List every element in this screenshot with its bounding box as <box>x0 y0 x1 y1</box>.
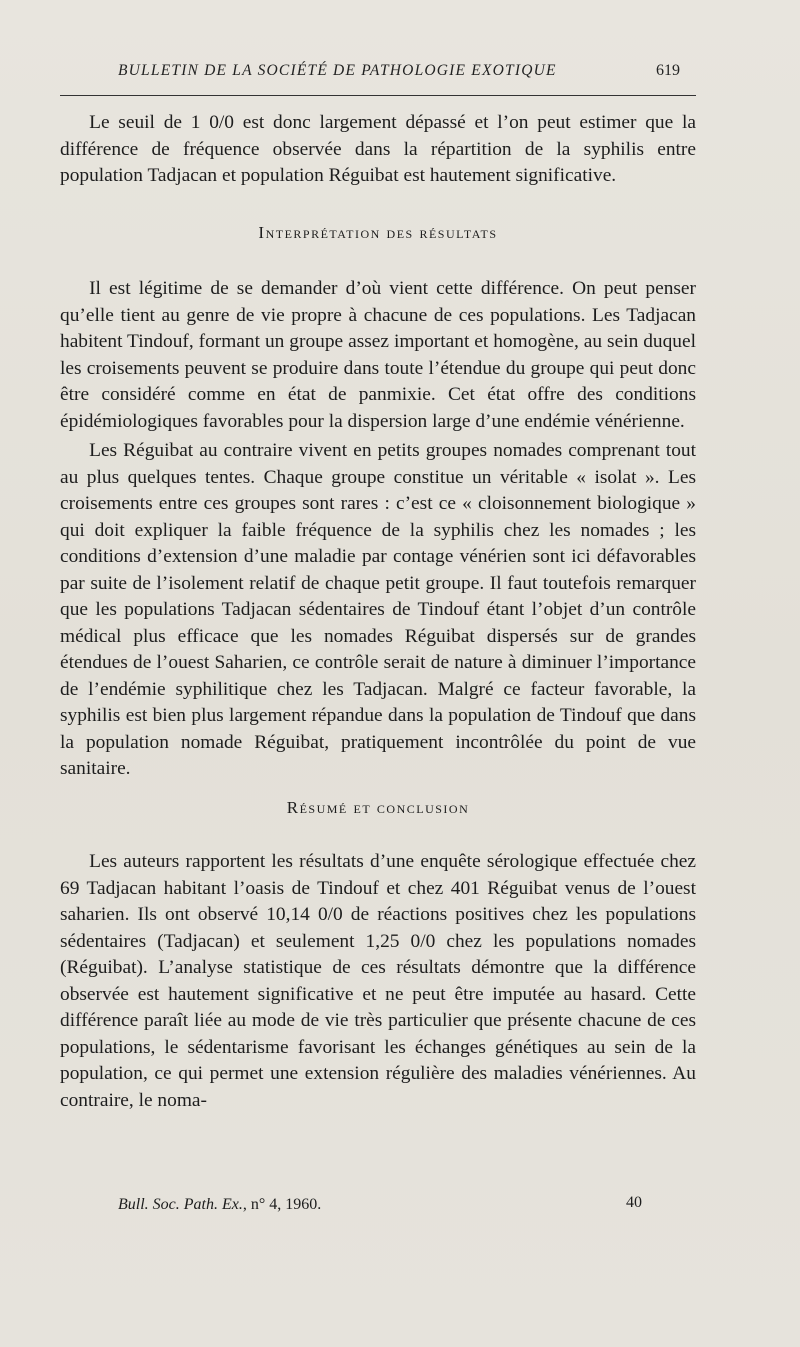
signature-mark: 40 <box>626 1194 642 1211</box>
citation-journal: Bull. Soc. Path. Ex. <box>118 1196 243 1213</box>
body-text <box>60 110 696 1114</box>
header-rule <box>60 95 696 96</box>
page-header <box>60 58 700 94</box>
citation-issue: , n° 4, 1960. <box>242 1196 322 1213</box>
paragraph-3: Les Réguibat au contraire vivent en petits groupes nomades comprenant tout au plus quelques tentes. Chaque groupe constitue un véritable « isolat ». Les croisements entre ces groupes sont rares : c’est ce « cloisonnement biologique » qui doit expliquer la faible fréquence de la syphilis chez les nomades ; les conditions d’extension d’une maladie par contage vénérien sont ici défavorables par suite de l’isolement relatif de chaque petit groupe. Il faut toutefois remarquer que les populations Tadjacan sédentaires de Tindouf étant l’objet d’un contrôle médical plus efficace que les nomades Réguibat dispersés sur de grandes étendues de l’ouest Saharien, ce contrôle serait de nature à diminuer l’importance de l’endémie syphilitique chez les Tadjacan. Malgré ce facteur favorable, la syphilis est bien plus largement répandue dans la population de Tindouf que dans la population nomade Réguibat, pratiquement incontrôlée du point de vue sanitaire. <box>60 440 696 779</box>
page-number: 619 <box>656 62 680 79</box>
section-heading-summary: Résumé et conclusion <box>286 797 470 817</box>
paragraph-4: Les auteurs rapportent les résultats d’une enquête sérologique effectuée chez 69 Tadjacan habitant l’oasis de Tindouf et chez 401 Réguibat venus de l’ouest saharien. Ils ont observé 10,14 0/0 de réactions positives chez les populations sédentaires (Tadjacan) et seulement 1,25 0/0 chez les populations nomades (Réguibat). L’analyse statistique de ces résultats démontre que la différence observée est hautement significative et ne peut être imputée au hasard. Cette différence paraît liée au mode de vie très particulier que présente chacune de ces populations, le sédentarisme favorisant les échanges génétiques au sein de la population, ce qui permet une extension régulière des maladies vénériennes. Au contraire, le noma- <box>60 851 696 1111</box>
running-title: BULLETIN DE LA SOCIÉTÉ DE PATHOLOGIE EXOTIQUE <box>118 62 557 79</box>
page-footer <box>60 1196 696 1222</box>
paragraph-2: Il est légitime de se demander d’où vient cette différence. On peut penser qu’elle tient au genre de vie propre à chacune de ces populations. Les Tadjacan habitent Tindouf, formant un groupe assez important et homogène, au sein duquel les croisements peuvent se produire dans toute l’étendue du groupe qui peut donc être considéré comme en état de panmixie. Cet état offre des conditions épidémiologiques favorables pour la dispersion large d’une endémie vénérienne. <box>60 278 696 432</box>
section-heading-interpretation: Interprétation des résultats <box>258 222 498 242</box>
footer-citation <box>118 1196 321 1214</box>
paragraph-1: Le seuil de 1 0/0 est donc largement dépassé et l’on peut estimer que la différence de fréquence observée dans la répartition de la syphilis entre population Tadjacan et population Réguibat est hautement significative. <box>60 112 696 186</box>
